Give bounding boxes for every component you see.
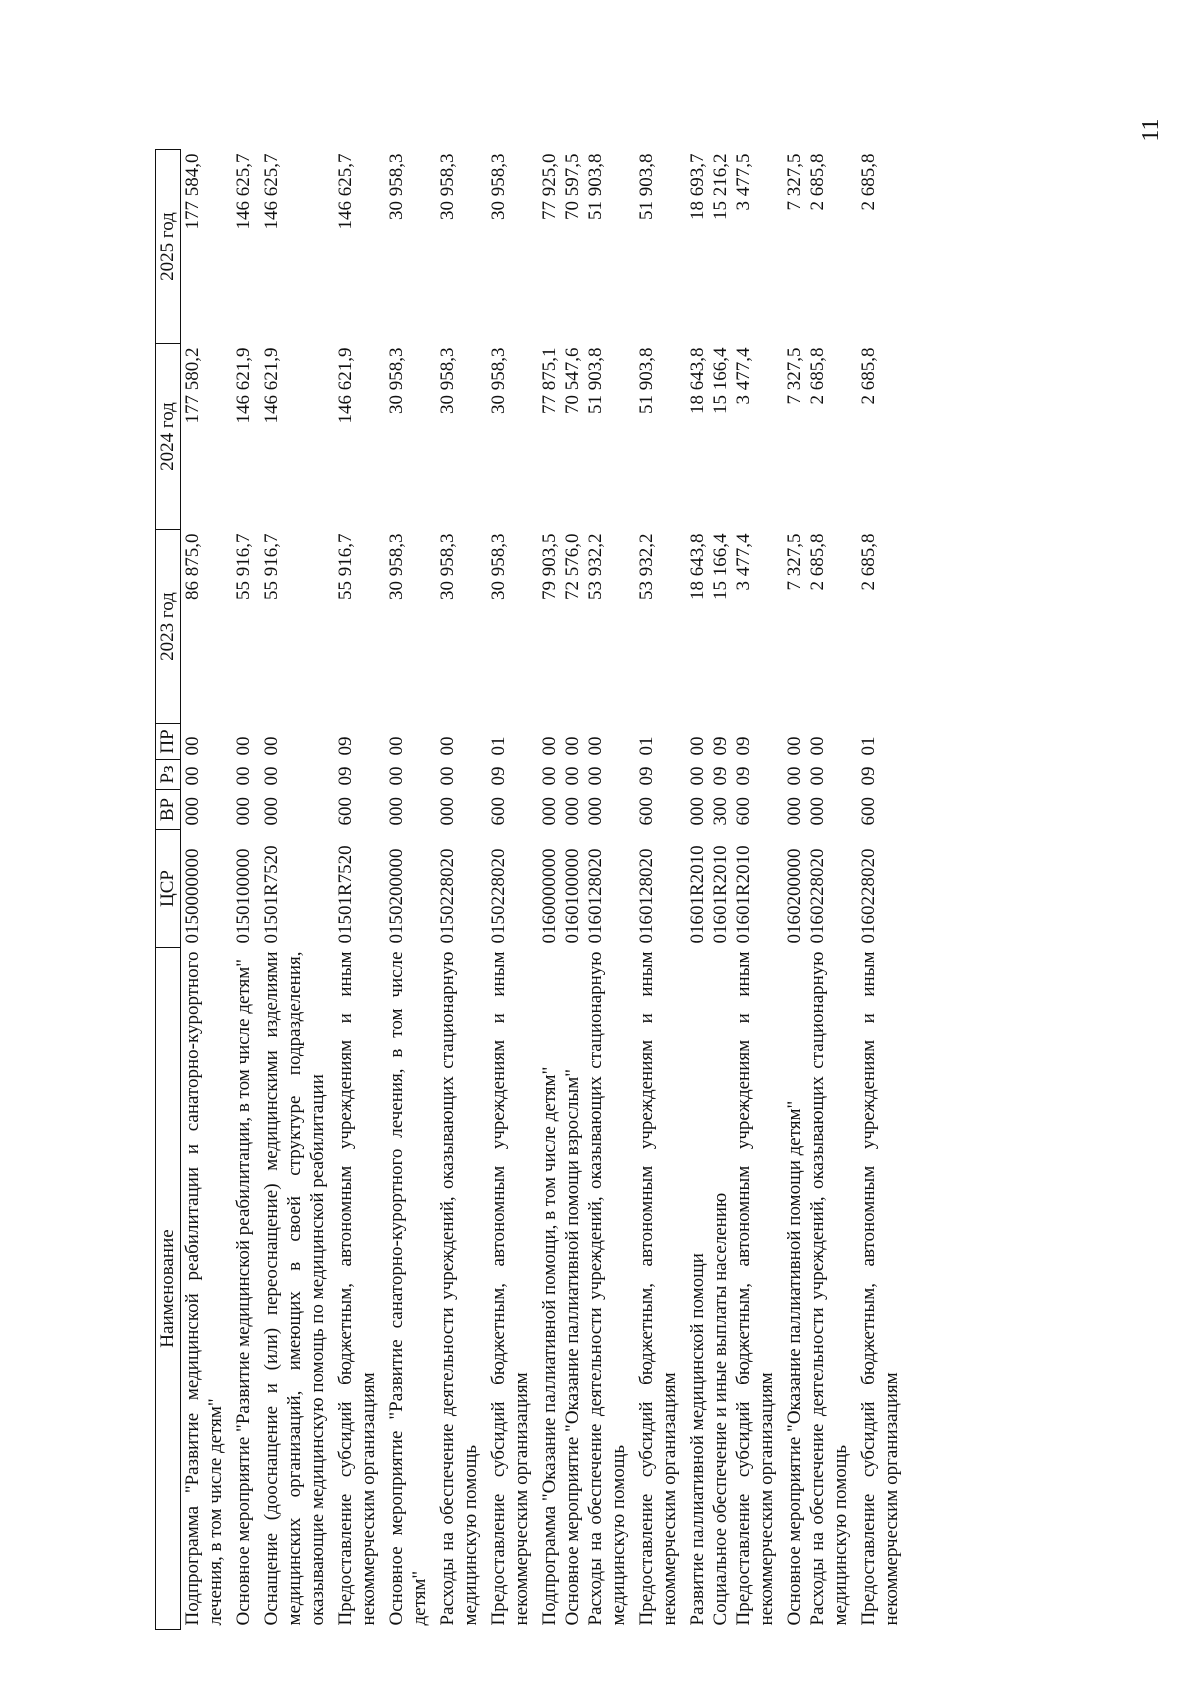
row-pr: 09 — [710, 736, 731, 756]
header-rz: Рз — [156, 760, 181, 790]
row-2024: 30 958,3 — [386, 347, 407, 414]
row-2023: 53 932,2 — [585, 533, 606, 600]
row-name: Подпрограмма "Развитие медицинской реабилитации и санаторно-курортного лечения, в том числе детям" — [182, 951, 226, 1626]
row-2024: 77 875,1 — [539, 347, 560, 414]
table-row — [255, 150, 329, 1630]
table-row — [482, 150, 533, 1630]
row-2025: 51 903,8 — [585, 153, 606, 220]
page-number: 11 — [1138, 118, 1164, 142]
row-name: Подпрограмма "Оказание паллиативной помощи, в том числе детям" — [539, 1066, 560, 1626]
row-vr: 000 — [437, 797, 458, 826]
row-2025: 146 625,7 — [335, 153, 356, 230]
table-row — [778, 150, 806, 1630]
row-2023: 72 576,0 — [562, 533, 583, 600]
row-2025: 3 477,5 — [733, 153, 754, 211]
row-csr: 0160100000 — [562, 848, 583, 944]
header-csr: ЦСР — [156, 830, 181, 948]
table-row — [181, 150, 228, 1630]
row-2023: 79 903,5 — [539, 533, 560, 600]
row-name: Предоставление субсидий бюджетным, автономным учреждениям и иным некоммерческим организациям — [636, 951, 680, 1626]
row-vr: 000 — [386, 797, 407, 826]
row-name: Основное мероприятие "Развитие санаторно-курортного лечения, в том числе детям" — [386, 951, 430, 1626]
table-row — [584, 150, 630, 1630]
row-vr: 000 — [562, 797, 583, 826]
row-2023: 18 643,8 — [687, 533, 708, 600]
row-2024: 15 166,4 — [710, 347, 731, 414]
row-pr: 00 — [437, 736, 458, 756]
row-name: Оснащение (дооснащение и (или) переоснащение) медицинскими изделиями медицинских организаций, имеющих в своей структуре подразделения, оказывающие медицинскую помощь по медицинской реабилитации — [261, 951, 328, 1626]
row-2024: 51 903,8 — [636, 347, 657, 414]
row-2024: 146 621,9 — [261, 347, 282, 424]
row-rz: 00 — [562, 766, 583, 786]
row-name: Расходы на обеспечение деятельности учреждений, оказывающих стационарную медицинскую помощь — [585, 951, 629, 1626]
row-vr: 000 — [233, 797, 254, 826]
row-2025: 2 685,8 — [858, 153, 879, 211]
row-2024: 30 958,3 — [437, 347, 458, 414]
table-row — [806, 150, 852, 1630]
row-2024: 146 621,9 — [233, 347, 254, 424]
row-csr: 01601R2010 — [710, 845, 731, 944]
row-rz: 00 — [233, 766, 254, 786]
row-2025: 177 584,0 — [182, 153, 203, 230]
table-header-row — [156, 150, 181, 1630]
row-csr: 0150228020 — [437, 848, 458, 944]
row-2024: 2 685,8 — [858, 347, 879, 405]
row-2025: 7 327,5 — [784, 153, 805, 211]
table-row — [329, 150, 380, 1630]
budget-table — [155, 149, 903, 1630]
table-row — [732, 150, 778, 1630]
row-name: Основное мероприятие "Развитие медицинской реабилитации, в том числе детям" — [233, 958, 254, 1626]
row-2023: 55 916,7 — [335, 533, 356, 600]
row-rz: 09 — [335, 766, 356, 786]
row-vr: 000 — [182, 797, 203, 826]
header-pr: ПР — [156, 724, 181, 760]
row-rz: 00 — [261, 766, 282, 786]
row-rz: 00 — [182, 766, 203, 786]
table-row — [852, 150, 903, 1630]
row-2025: 146 625,7 — [233, 153, 254, 230]
row-name: Расходы на обеспечение деятельности учреждений, оказывающих стационарную медицинскую помощь — [437, 951, 481, 1626]
row-2024: 146 621,9 — [335, 347, 356, 424]
row-rz: 00 — [807, 766, 828, 786]
row-2025: 30 958,3 — [488, 153, 509, 220]
row-name: Основное мероприятие "Оказание паллиативной помощи детям" — [784, 1100, 805, 1626]
row-pr: 01 — [858, 736, 879, 756]
row-rz: 09 — [733, 766, 754, 786]
row-vr: 000 — [585, 797, 606, 826]
row-pr: 00 — [261, 736, 282, 756]
row-csr: 0150100000 — [233, 848, 254, 944]
row-vr: 600 — [636, 797, 657, 826]
row-2024: 2 685,8 — [807, 347, 828, 405]
row-rz: 00 — [386, 766, 407, 786]
table-row — [681, 150, 709, 1630]
row-pr: 00 — [687, 736, 708, 756]
table-row — [561, 150, 584, 1630]
row-2025: 77 925,0 — [539, 153, 560, 220]
row-pr: 00 — [539, 736, 560, 756]
table-row — [227, 150, 255, 1630]
row-rz: 00 — [784, 766, 805, 786]
row-pr: 00 — [585, 736, 606, 756]
row-2023: 15 166,4 — [710, 533, 731, 600]
row-name: Развитие паллиативной медицинской помощи — [687, 1253, 708, 1626]
row-csr: 0160200000 — [784, 848, 805, 944]
row-2024: 70 547,6 — [562, 347, 583, 414]
row-rz: 09 — [488, 766, 509, 786]
row-vr: 000 — [784, 797, 805, 826]
row-2025: 146 625,7 — [261, 153, 282, 230]
row-pr: 09 — [733, 736, 754, 756]
row-2024: 18 643,8 — [687, 347, 708, 414]
row-name: Предоставление субсидий бюджетным, автономным учреждениям и иным некоммерческим организациям — [488, 951, 532, 1626]
row-pr: 01 — [488, 736, 509, 756]
row-2025: 30 958,3 — [437, 153, 458, 220]
row-pr: 01 — [636, 736, 657, 756]
row-rz: 00 — [437, 766, 458, 786]
header-name: Наименование — [156, 948, 181, 1630]
row-2023: 53 932,2 — [636, 533, 657, 600]
row-csr: 0160228020 — [858, 848, 879, 944]
row-vr: 300 — [710, 797, 731, 826]
row-vr: 000 — [539, 797, 560, 826]
row-csr: 0150000000 — [182, 848, 203, 944]
row-name: Основное мероприятие "Оказание паллиативной помощи взрослым" — [562, 1068, 583, 1626]
row-csr: 01501R7520 — [261, 845, 282, 944]
row-rz: 09 — [636, 766, 657, 786]
row-vr: 600 — [733, 797, 754, 826]
row-vr: 600 — [858, 797, 879, 826]
row-name: Предоставление субсидий бюджетным, автономным учреждениям и иным некоммерческим организациям — [858, 951, 902, 1626]
row-2023: 3 477,4 — [733, 533, 754, 591]
row-2024: 3 477,4 — [733, 347, 754, 405]
row-csr: 0160128020 — [636, 848, 657, 944]
row-pr: 00 — [386, 736, 407, 756]
row-rz: 00 — [539, 766, 560, 786]
row-2024: 30 958,3 — [488, 347, 509, 414]
row-pr: 00 — [784, 736, 805, 756]
row-csr: 01601R2010 — [687, 845, 708, 944]
row-csr: 0160000000 — [539, 848, 560, 944]
row-name: Предоставление субсидий бюджетным, автономным учреждениям и иным некоммерческим организациям — [335, 951, 379, 1626]
row-2025: 15 216,2 — [710, 153, 731, 220]
row-2025: 70 597,5 — [562, 153, 583, 220]
row-2023: 86 875,0 — [182, 533, 203, 600]
table-row — [431, 150, 482, 1630]
row-csr: 01601R2010 — [733, 845, 754, 944]
row-pr: 00 — [562, 736, 583, 756]
row-vr: 600 — [488, 797, 509, 826]
row-2023: 30 958,3 — [437, 533, 458, 600]
row-pr: 00 — [807, 736, 828, 756]
row-vr: 000 — [687, 797, 708, 826]
row-2023: 55 916,7 — [261, 533, 282, 600]
row-2024: 7 327,5 — [784, 347, 805, 405]
row-vr: 600 — [335, 797, 356, 826]
row-pr: 00 — [182, 736, 203, 756]
row-rz: 09 — [710, 766, 731, 786]
row-rz: 09 — [858, 766, 879, 786]
row-2023: 30 958,3 — [386, 533, 407, 600]
row-rz: 00 — [687, 766, 708, 786]
row-2025: 51 903,8 — [636, 153, 657, 220]
row-2025: 2 685,8 — [807, 153, 828, 211]
row-csr: 0160228020 — [807, 848, 828, 944]
header-2024: 2024 год — [156, 344, 181, 530]
row-2025: 18 693,7 — [687, 153, 708, 220]
row-2025: 30 958,3 — [386, 153, 407, 220]
row-csr: 0160128020 — [585, 848, 606, 944]
row-2023: 55 916,7 — [233, 533, 254, 600]
row-2023: 2 685,8 — [807, 533, 828, 591]
row-2023: 7 327,5 — [784, 533, 805, 591]
row-2023: 2 685,8 — [858, 533, 879, 591]
row-csr: 0150228020 — [488, 848, 509, 944]
rotated-document — [155, 150, 1165, 1630]
row-2024: 51 903,8 — [585, 347, 606, 414]
row-2023: 30 958,3 — [488, 533, 509, 600]
header-vr: ВР — [156, 790, 181, 830]
row-pr: 09 — [335, 736, 356, 756]
row-csr: 01501R7520 — [335, 845, 356, 944]
table-row — [533, 150, 561, 1630]
table-row — [709, 150, 732, 1630]
row-vr: 000 — [261, 797, 282, 826]
table-row — [380, 150, 431, 1630]
row-name: Социальное обеспечение и иные выплаты населению — [710, 1192, 731, 1626]
row-name: Предоставление субсидий бюджетным, автономным учреждениям и иным некоммерческим организациям — [733, 951, 777, 1626]
header-2025: 2025 год — [156, 150, 181, 344]
row-csr: 0150200000 — [386, 848, 407, 944]
row-2024: 177 580,2 — [182, 347, 203, 424]
table-row — [630, 150, 681, 1630]
header-2023: 2023 год — [156, 530, 181, 724]
table-body — [181, 150, 904, 1630]
row-rz: 00 — [585, 766, 606, 786]
row-pr: 00 — [233, 736, 254, 756]
row-name: Расходы на обеспечение деятельности учреждений, оказывающих стационарную медицинскую помощь — [807, 951, 851, 1626]
row-vr: 000 — [807, 797, 828, 826]
